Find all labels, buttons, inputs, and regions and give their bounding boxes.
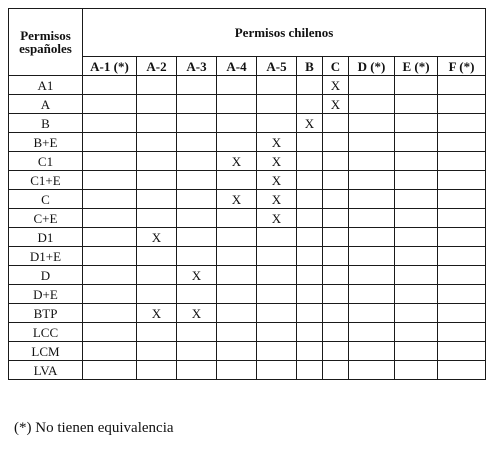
table-cell — [177, 95, 217, 114]
table-cell — [323, 323, 349, 342]
table-cell — [83, 133, 137, 152]
row-label: BTP — [9, 304, 83, 323]
row-label: D+E — [9, 285, 83, 304]
table-row — [9, 114, 486, 133]
table-row — [9, 247, 486, 266]
table-cell — [349, 304, 395, 323]
table-cell — [297, 285, 323, 304]
table-cell — [349, 342, 395, 361]
column-header: A-3 — [177, 57, 217, 76]
table-row — [9, 76, 486, 95]
row-label: D1 — [9, 228, 83, 247]
table-row — [9, 190, 486, 209]
equivalence-table — [8, 8, 486, 380]
table-cell — [297, 95, 323, 114]
table-cell — [349, 247, 395, 266]
table-cell — [137, 171, 177, 190]
table-cell — [323, 342, 349, 361]
table-cell — [323, 285, 349, 304]
table-cell — [438, 171, 486, 190]
table-cell — [217, 247, 257, 266]
table-cell — [297, 247, 323, 266]
table-cell — [323, 247, 349, 266]
table-cell — [438, 342, 486, 361]
table-cell — [257, 304, 297, 323]
table-cell — [438, 76, 486, 95]
table-row — [9, 228, 486, 247]
table-cell — [83, 361, 137, 380]
table-cell — [217, 285, 257, 304]
table-cell — [83, 342, 137, 361]
table-cell — [438, 133, 486, 152]
table-cell — [297, 228, 323, 247]
table-cell: X — [323, 76, 349, 95]
table-cell — [349, 361, 395, 380]
table-cell — [297, 76, 323, 95]
table-cell — [257, 323, 297, 342]
table-cell — [297, 209, 323, 228]
table-cell — [257, 114, 297, 133]
column-header: C — [323, 57, 349, 76]
table-cell — [395, 171, 438, 190]
table-cell — [177, 76, 217, 95]
table-cell — [323, 171, 349, 190]
table-cell — [217, 95, 257, 114]
table-cell — [217, 114, 257, 133]
table-cell — [83, 209, 137, 228]
table-cell — [137, 76, 177, 95]
table-cell — [137, 266, 177, 285]
table-cell — [438, 304, 486, 323]
table-cell — [137, 361, 177, 380]
table-row — [9, 342, 486, 361]
table-row — [9, 171, 486, 190]
table-cell — [217, 76, 257, 95]
table-cell — [83, 228, 137, 247]
table-cell — [83, 95, 137, 114]
table-cell: X — [323, 95, 349, 114]
table-cell — [349, 152, 395, 171]
table-cell: X — [257, 209, 297, 228]
table-cell — [297, 190, 323, 209]
table-cell — [137, 95, 177, 114]
column-header: B — [297, 57, 323, 76]
table-cell — [297, 361, 323, 380]
equivalence-table-frame — [8, 8, 486, 380]
table-cell — [438, 152, 486, 171]
table-cell — [349, 209, 395, 228]
table-cell — [83, 247, 137, 266]
table-cell — [177, 323, 217, 342]
table-cell — [323, 133, 349, 152]
table-cell — [177, 209, 217, 228]
table-cell: X — [217, 190, 257, 209]
row-label: B+E — [9, 133, 83, 152]
table-cell: X — [297, 114, 323, 133]
table-row — [9, 361, 486, 380]
table-cell — [217, 209, 257, 228]
table-cell — [395, 342, 438, 361]
table-cell: X — [257, 171, 297, 190]
table-cell — [438, 190, 486, 209]
row-label: LVA — [9, 361, 83, 380]
table-cell — [297, 323, 323, 342]
table-cell — [323, 228, 349, 247]
table-cell — [349, 323, 395, 342]
table-cell — [395, 95, 438, 114]
table-cell — [257, 342, 297, 361]
table-cell — [177, 171, 217, 190]
footnote: (*) No tienen equivalencia — [14, 420, 174, 436]
spanish-permits-header: Permisos españoles — [9, 9, 83, 76]
table-cell — [395, 247, 438, 266]
column-header: F (*) — [438, 57, 486, 76]
table-cell — [83, 190, 137, 209]
table-cell — [257, 247, 297, 266]
table-cell — [217, 323, 257, 342]
table-cell — [137, 190, 177, 209]
table-cell — [257, 76, 297, 95]
table-cell — [217, 342, 257, 361]
table-cell — [323, 114, 349, 133]
table-cell — [438, 323, 486, 342]
table-cell — [137, 342, 177, 361]
table-cell — [395, 209, 438, 228]
table-cell — [177, 342, 217, 361]
table-cell: X — [257, 152, 297, 171]
table-cell — [395, 228, 438, 247]
table-body — [9, 76, 486, 380]
table-cell: X — [137, 228, 177, 247]
table-cell — [323, 152, 349, 171]
table-cell — [177, 190, 217, 209]
column-header: A-5 — [257, 57, 297, 76]
table-cell — [83, 266, 137, 285]
row-label: LCC — [9, 323, 83, 342]
table-cell — [297, 266, 323, 285]
table-row — [9, 323, 486, 342]
table-cell: X — [177, 304, 217, 323]
table-row — [9, 95, 486, 114]
table-cell — [395, 152, 438, 171]
table-cell — [297, 304, 323, 323]
table-cell: X — [177, 266, 217, 285]
row-label: C — [9, 190, 83, 209]
table-cell — [395, 114, 438, 133]
column-header: A-2 — [137, 57, 177, 76]
table-cell — [83, 152, 137, 171]
table-cell — [438, 266, 486, 285]
row-label: C1 — [9, 152, 83, 171]
table-cell — [297, 171, 323, 190]
table-cell — [217, 304, 257, 323]
table-cell — [438, 209, 486, 228]
table-cell — [323, 361, 349, 380]
table-cell — [177, 285, 217, 304]
table-cell — [349, 171, 395, 190]
row-label: A — [9, 95, 83, 114]
table-cell — [257, 228, 297, 247]
table-cell — [177, 247, 217, 266]
table-cell — [395, 304, 438, 323]
table-cell — [297, 152, 323, 171]
table-cell — [257, 266, 297, 285]
table-cell — [137, 285, 177, 304]
table-cell — [349, 266, 395, 285]
table-cell — [349, 190, 395, 209]
table-cell: X — [257, 133, 297, 152]
table-cell — [395, 266, 438, 285]
table-row — [9, 285, 486, 304]
row-label: C+E — [9, 209, 83, 228]
table-cell — [323, 266, 349, 285]
column-header: E (*) — [395, 57, 438, 76]
table-cell — [438, 114, 486, 133]
table-cell — [349, 228, 395, 247]
table-cell — [217, 133, 257, 152]
row-label: LCM — [9, 342, 83, 361]
table-cell — [395, 76, 438, 95]
table-cell — [438, 361, 486, 380]
table-cell — [83, 285, 137, 304]
table-cell — [438, 285, 486, 304]
table-cell — [177, 361, 217, 380]
table-cell — [137, 209, 177, 228]
table-row — [9, 266, 486, 285]
table-cell — [217, 228, 257, 247]
table-cell — [257, 95, 297, 114]
table-cell — [349, 95, 395, 114]
table-cell — [438, 247, 486, 266]
column-header: A-1 (*) — [83, 57, 137, 76]
table-row — [9, 152, 486, 171]
table-cell — [349, 133, 395, 152]
row-label: C1+E — [9, 171, 83, 190]
table-cell — [395, 323, 438, 342]
chilean-permits-header: Permisos chilenos — [83, 9, 486, 57]
table-cell — [83, 76, 137, 95]
table-cell — [257, 361, 297, 380]
table-row — [9, 209, 486, 228]
column-header: D (*) — [349, 57, 395, 76]
table-cell — [297, 342, 323, 361]
table-cell — [177, 114, 217, 133]
table-cell — [137, 152, 177, 171]
table-cell — [323, 304, 349, 323]
row-label: D — [9, 266, 83, 285]
table-cell — [177, 152, 217, 171]
table-cell — [297, 133, 323, 152]
table-cell — [395, 285, 438, 304]
table-cell: X — [217, 152, 257, 171]
table-cell — [395, 190, 438, 209]
table-cell — [137, 247, 177, 266]
table-cell — [438, 228, 486, 247]
row-label: B — [9, 114, 83, 133]
table-cell — [257, 285, 297, 304]
row-label: D1+E — [9, 247, 83, 266]
table-cell — [349, 76, 395, 95]
table-cell — [323, 190, 349, 209]
column-header: A-4 — [217, 57, 257, 76]
row-label: A1 — [9, 76, 83, 95]
table-cell — [83, 323, 137, 342]
table-cell — [177, 228, 217, 247]
table-cell — [83, 114, 137, 133]
table-row — [9, 304, 486, 323]
table-cell — [217, 266, 257, 285]
table-row — [9, 133, 486, 152]
table-cell — [137, 133, 177, 152]
table-cell — [83, 304, 137, 323]
table-cell — [217, 361, 257, 380]
table-cell: X — [257, 190, 297, 209]
table-cell — [177, 133, 217, 152]
table-cell — [395, 133, 438, 152]
table-cell — [349, 285, 395, 304]
table-cell — [323, 209, 349, 228]
table-cell — [349, 114, 395, 133]
table-cell — [217, 171, 257, 190]
table-cell — [137, 114, 177, 133]
table-cell: X — [137, 304, 177, 323]
table-cell — [395, 361, 438, 380]
table-cell — [83, 171, 137, 190]
table-cell — [438, 95, 486, 114]
table-cell — [137, 323, 177, 342]
